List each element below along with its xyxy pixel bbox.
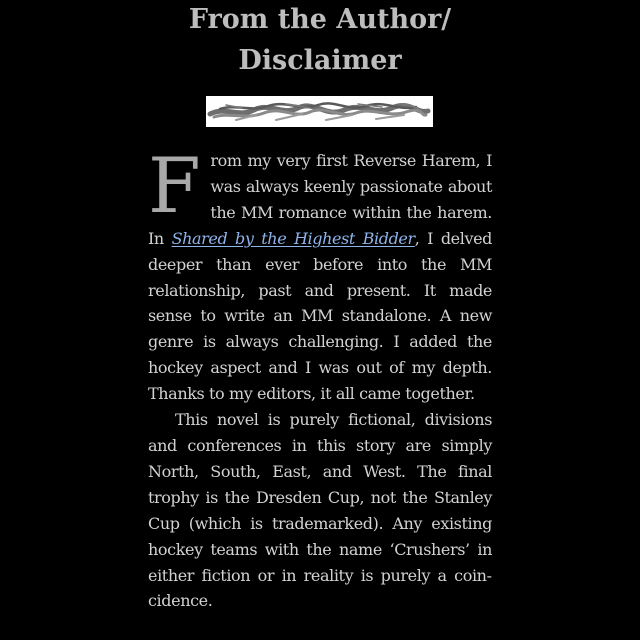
page-title-line-1: From the Author/ xyxy=(188,4,452,35)
page-title-line-2: Disclaimer xyxy=(238,45,402,76)
page-title xyxy=(0,0,640,81)
book-title-link[interactable]: Shared by the Highest Bidder xyxy=(171,228,415,248)
author-note-body xyxy=(148,141,492,614)
paragraph-disclaimer: This novel is purely fictional, divisions and conferences in this story are simply North, South, East, and West. The final trophy is the Dresden Cup, not the Stanley Cup (which is trademarked). Any existing hockey teams with the name ‘Crushers’ in either fiction or in reality is purely a coincidence. xyxy=(148,410,492,611)
paragraph-intro-text-a: rom my very first Reverse Harem, I was always keenly passionate about the MM romance within the harem. In xyxy=(148,151,492,248)
drop-cap: F xyxy=(148,141,201,230)
scribble-divider-icon xyxy=(206,96,433,127)
paragraph-intro-text-b: , I delved deeper than ever before into the MM relationship, past and present. It made sense to write an MM standalone. A new genre is always challenging. I added the hockey aspect and I was out of my depth. Thanks to my editors, it all came together. xyxy=(148,228,492,404)
paragraph-intro xyxy=(148,141,492,407)
